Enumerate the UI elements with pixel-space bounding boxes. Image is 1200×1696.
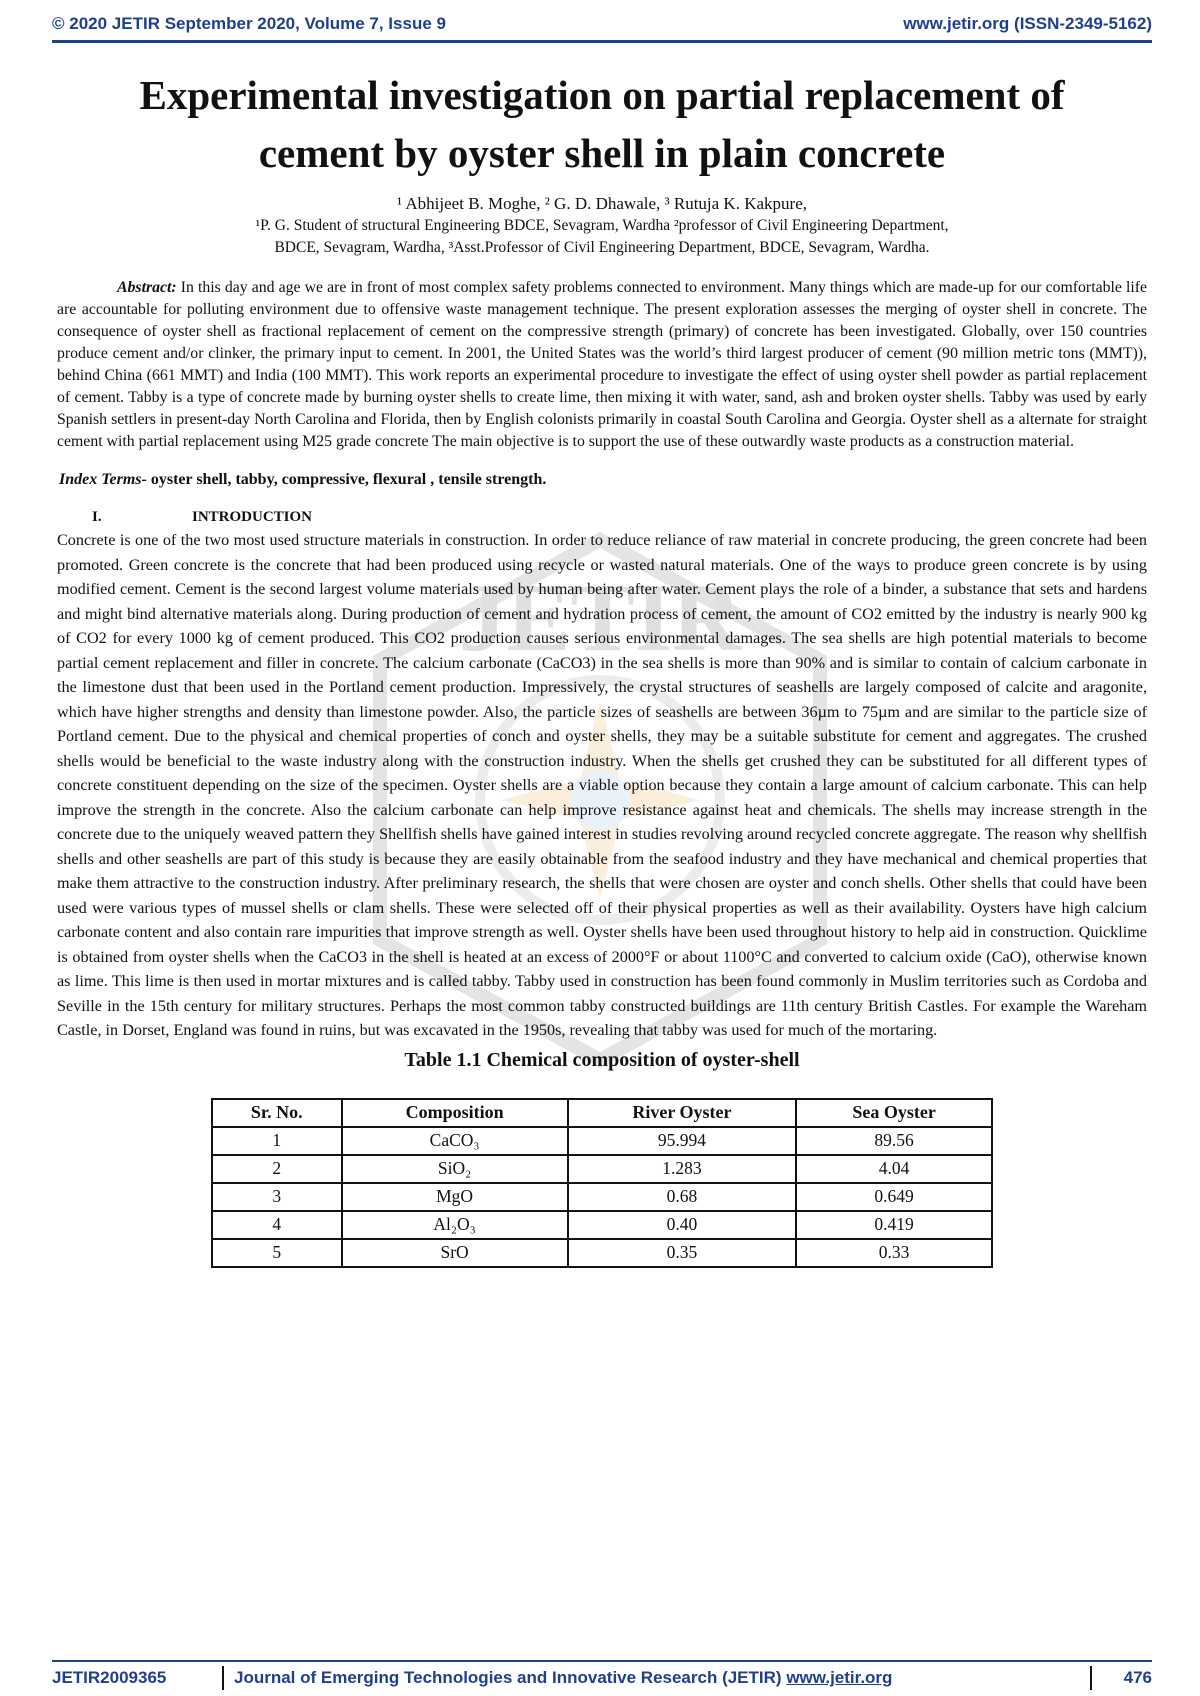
table-cell: 0.649 xyxy=(796,1183,992,1211)
introduction-paragraph: Concrete is one of the two most used structure materials in construction. In order to reduce reliance of raw material in concrete producing, the green concrete had been promoted. Green concrete is the concrete that had been produced using recycle or wasted natural materials. One of the ways to produce green concrete is by using modified cement. Cement is the second largest volume materials used by human being after water. Cement plays the role of a binder, a substance that sets and hardens and might bind alternative materials along. During production of cement and hydration process of cement, the amount of CO2 emitted by the industry is nearly 900 kg of CO2 for every 1000 kg of cement produced. This CO2 production causes serious environmental damages. The sea shells are high potential materials to become partial cement replacement and filler in concrete. The calcium carbonate (CaCO3) in the sea shells is more than 90% and is similar to contain of calcium carbonate in the limestone dust that been used in the Portland cement production. Impressively, the crystal structures of seashells are largely composed of calcite and aragonite, which have higher strengths and density than limestone powder. Also, the particle sizes of seashells are between 36µm to 75µm and are similar to the particle size of Portland cement. Due to the physical and chemical properties of conch and oyster shells, they may be a suitable substitute for cement and aggregates. The crushed shells would be beneficial to the waste industry along with the construction industry. When the shells get crushed they can be substituted for all different types of concrete constituent depending on the size of the specimen. Oyster shells are a viable option because they contain a large amount of calcium carbonate. This can help improve the strength in the concrete. Also the calcium carbonate can help improve resistance against heat and chemicals. The shells may increase strength in the concrete due to the uniquely weaved pattern they Shellfish shells have gained interest in studies revolving around recycled concrete aggregate. The reason why shellfish shells and other seashells are part of this study is because they are easily obtainable from the seafood industry and they have mechanical and chemical properties that make them attractive to the construction industry. After preliminary research, the shells that were chosen are oyster and conch shells. Other shells that could have been used were various types of mussel shells or clam shells. These were selected off of their physical properties as well as their availability. Oysters have high calcium carbonate content and also contain rare impurities that improve strength as well. Oyster shells have been used throughout history to help aid in construction. Quicklime is obtained from oyster shells when the CaCO3 in the shell is heated at an excess of 2000°F or about 1100°C and converted to calcium oxide (CaO), otherwise known as lime. This lime is then used in mortar mixtures and is called tabby. Tabby used in construction has been found commonly in Muslim territories such as Cordoba and Seville in the 15th century for military structures. Perhaps the most common tabby constructed buildings are 11th century British Castles. For example the Wareham Castle, in Dorset, England was found in ruins, but was excavated in the 1950s, revealing that tabby was used for much of the mortaring. xyxy=(57,531,1147,1039)
table-cell: 4 xyxy=(212,1211,342,1239)
table-cell: 3 xyxy=(212,1183,342,1211)
table-cell: SiO₂ xyxy=(342,1155,568,1183)
table-row xyxy=(212,1127,992,1155)
affiliation-line-1: ¹P. G. Student of structural Engineering BDCE, Sevagram, Wardha ²professor of Civil Engineering Department, xyxy=(255,217,949,234)
table-cell: 5 xyxy=(212,1239,342,1267)
table-caption: Table 1.1 Chemical composition of oyster-shell xyxy=(404,1048,800,1071)
table-cell: Al₂O₃ xyxy=(342,1211,568,1239)
header-right: www.jetir.org (ISSN-2349-5162) xyxy=(903,14,1152,33)
table-row xyxy=(212,1183,992,1211)
table-header-cell: Composition xyxy=(342,1099,568,1127)
footer-journal xyxy=(234,1668,1080,1688)
table-header-cell: Sr. No. xyxy=(212,1099,342,1127)
footer-journal-name: Journal of Emerging Technologies and Innovative Research (JETIR) xyxy=(234,1668,782,1687)
paper-content xyxy=(57,66,1147,1268)
footer-separator xyxy=(222,1666,224,1690)
table-cell: 0.419 xyxy=(796,1211,992,1239)
header-left: © 2020 JETIR September 2020, Volume 7, Issue 9 xyxy=(52,14,446,33)
table-header-cell: Sea Oyster xyxy=(796,1099,992,1127)
index-terms-text: oyster shell, tabby, compressive, flexural , tensile strength. xyxy=(150,471,547,488)
abstract-text: In this day and age we are in front of most complex safety problems connected to environment. Many things which are made-up for our comfortable life are accountable for polluting environment due to offensive waste management technique. The present exploration assesses the merging of oyster shell in concrete. The consequence of oyster shell as fractional replacement of cement on the compressive strength (primary) of concrete has been investigated. Globally, over 150 countries produce cement and/or clinker, the primary input to cement. In 2001, the United States was the world’s third largest producer of cement (90 million metric tons (MMT)), behind China (661 MMT) and India (100 MMT). This work reports an experimental procedure to investigate the effect of using oyster shell powder as partial replacement of cement. Tabby is a type of concrete made by burning oyster shells to create lime, then mixing it with water, sand, ash and broken oyster shells. Tabby was used by early Spanish settlers in present-day North Carolina and Florida, then by English colonists primarily in coastal South Carolina and Georgia. Oyster shell as a alternate for straight cement with partial replacement using M25 grade concrete The main objective is to support the use of these outwardly waste products as a construction material. xyxy=(57,279,1148,450)
table-cell: 0.68 xyxy=(568,1183,797,1211)
section-heading-introduction xyxy=(57,509,1147,526)
header-divider xyxy=(52,40,1152,43)
abstract xyxy=(57,277,1147,453)
table-cell: 89.56 xyxy=(796,1127,992,1155)
table-header-cell: River Oyster xyxy=(568,1099,797,1127)
page-footer xyxy=(52,1666,1152,1690)
table-cell: SrO xyxy=(342,1239,568,1267)
footer-divider xyxy=(52,1660,1152,1662)
table-row xyxy=(212,1211,992,1239)
watermark-text: JETIR xyxy=(458,564,742,671)
footer-journal-link[interactable]: www.jetir.org xyxy=(786,1668,893,1687)
section-number: I. xyxy=(92,509,102,525)
table-cell: 0.35 xyxy=(568,1239,797,1267)
table-cell: 4.04 xyxy=(796,1155,992,1183)
table-row xyxy=(212,1155,992,1183)
abstract-label: Abstract: xyxy=(117,279,177,296)
affiliation-line-2: BDCE, Sevagram, Wardha, ³Asst.Professor of Civil Engineering Department, BDCE, Sevagram, Wardha. xyxy=(274,239,930,256)
table-header-row xyxy=(212,1099,992,1127)
table-cell: 0.33 xyxy=(796,1239,992,1267)
index-terms-label: Index Terms- xyxy=(59,471,147,488)
table-cell: 0.40 xyxy=(568,1211,797,1239)
table-cell: 2 xyxy=(212,1155,342,1183)
paper-title: Experimental investigation on partial replacement of cement by oyster shell in plain concrete xyxy=(139,72,1065,176)
footer-page-number: 476 xyxy=(1123,1668,1152,1687)
chemical-composition-table xyxy=(211,1098,993,1268)
table-cell: MgO xyxy=(342,1183,568,1211)
paper-authors: ¹ Abhijeet B. Moghe, ² G. D. Dhawale, ³ Rutuja K. Kakpure, xyxy=(397,194,807,213)
footer-separator xyxy=(1090,1666,1092,1690)
index-terms xyxy=(59,471,1147,489)
table-cell: 95.994 xyxy=(568,1127,797,1155)
section-title: INTRODUCTION xyxy=(192,509,313,525)
table-cell: CaCO₃ xyxy=(342,1127,568,1155)
table-row xyxy=(212,1239,992,1267)
table-cell: 1 xyxy=(212,1127,342,1155)
footer-paper-code: JETIR2009365 xyxy=(52,1668,167,1687)
table-cell: 1.283 xyxy=(568,1155,797,1183)
